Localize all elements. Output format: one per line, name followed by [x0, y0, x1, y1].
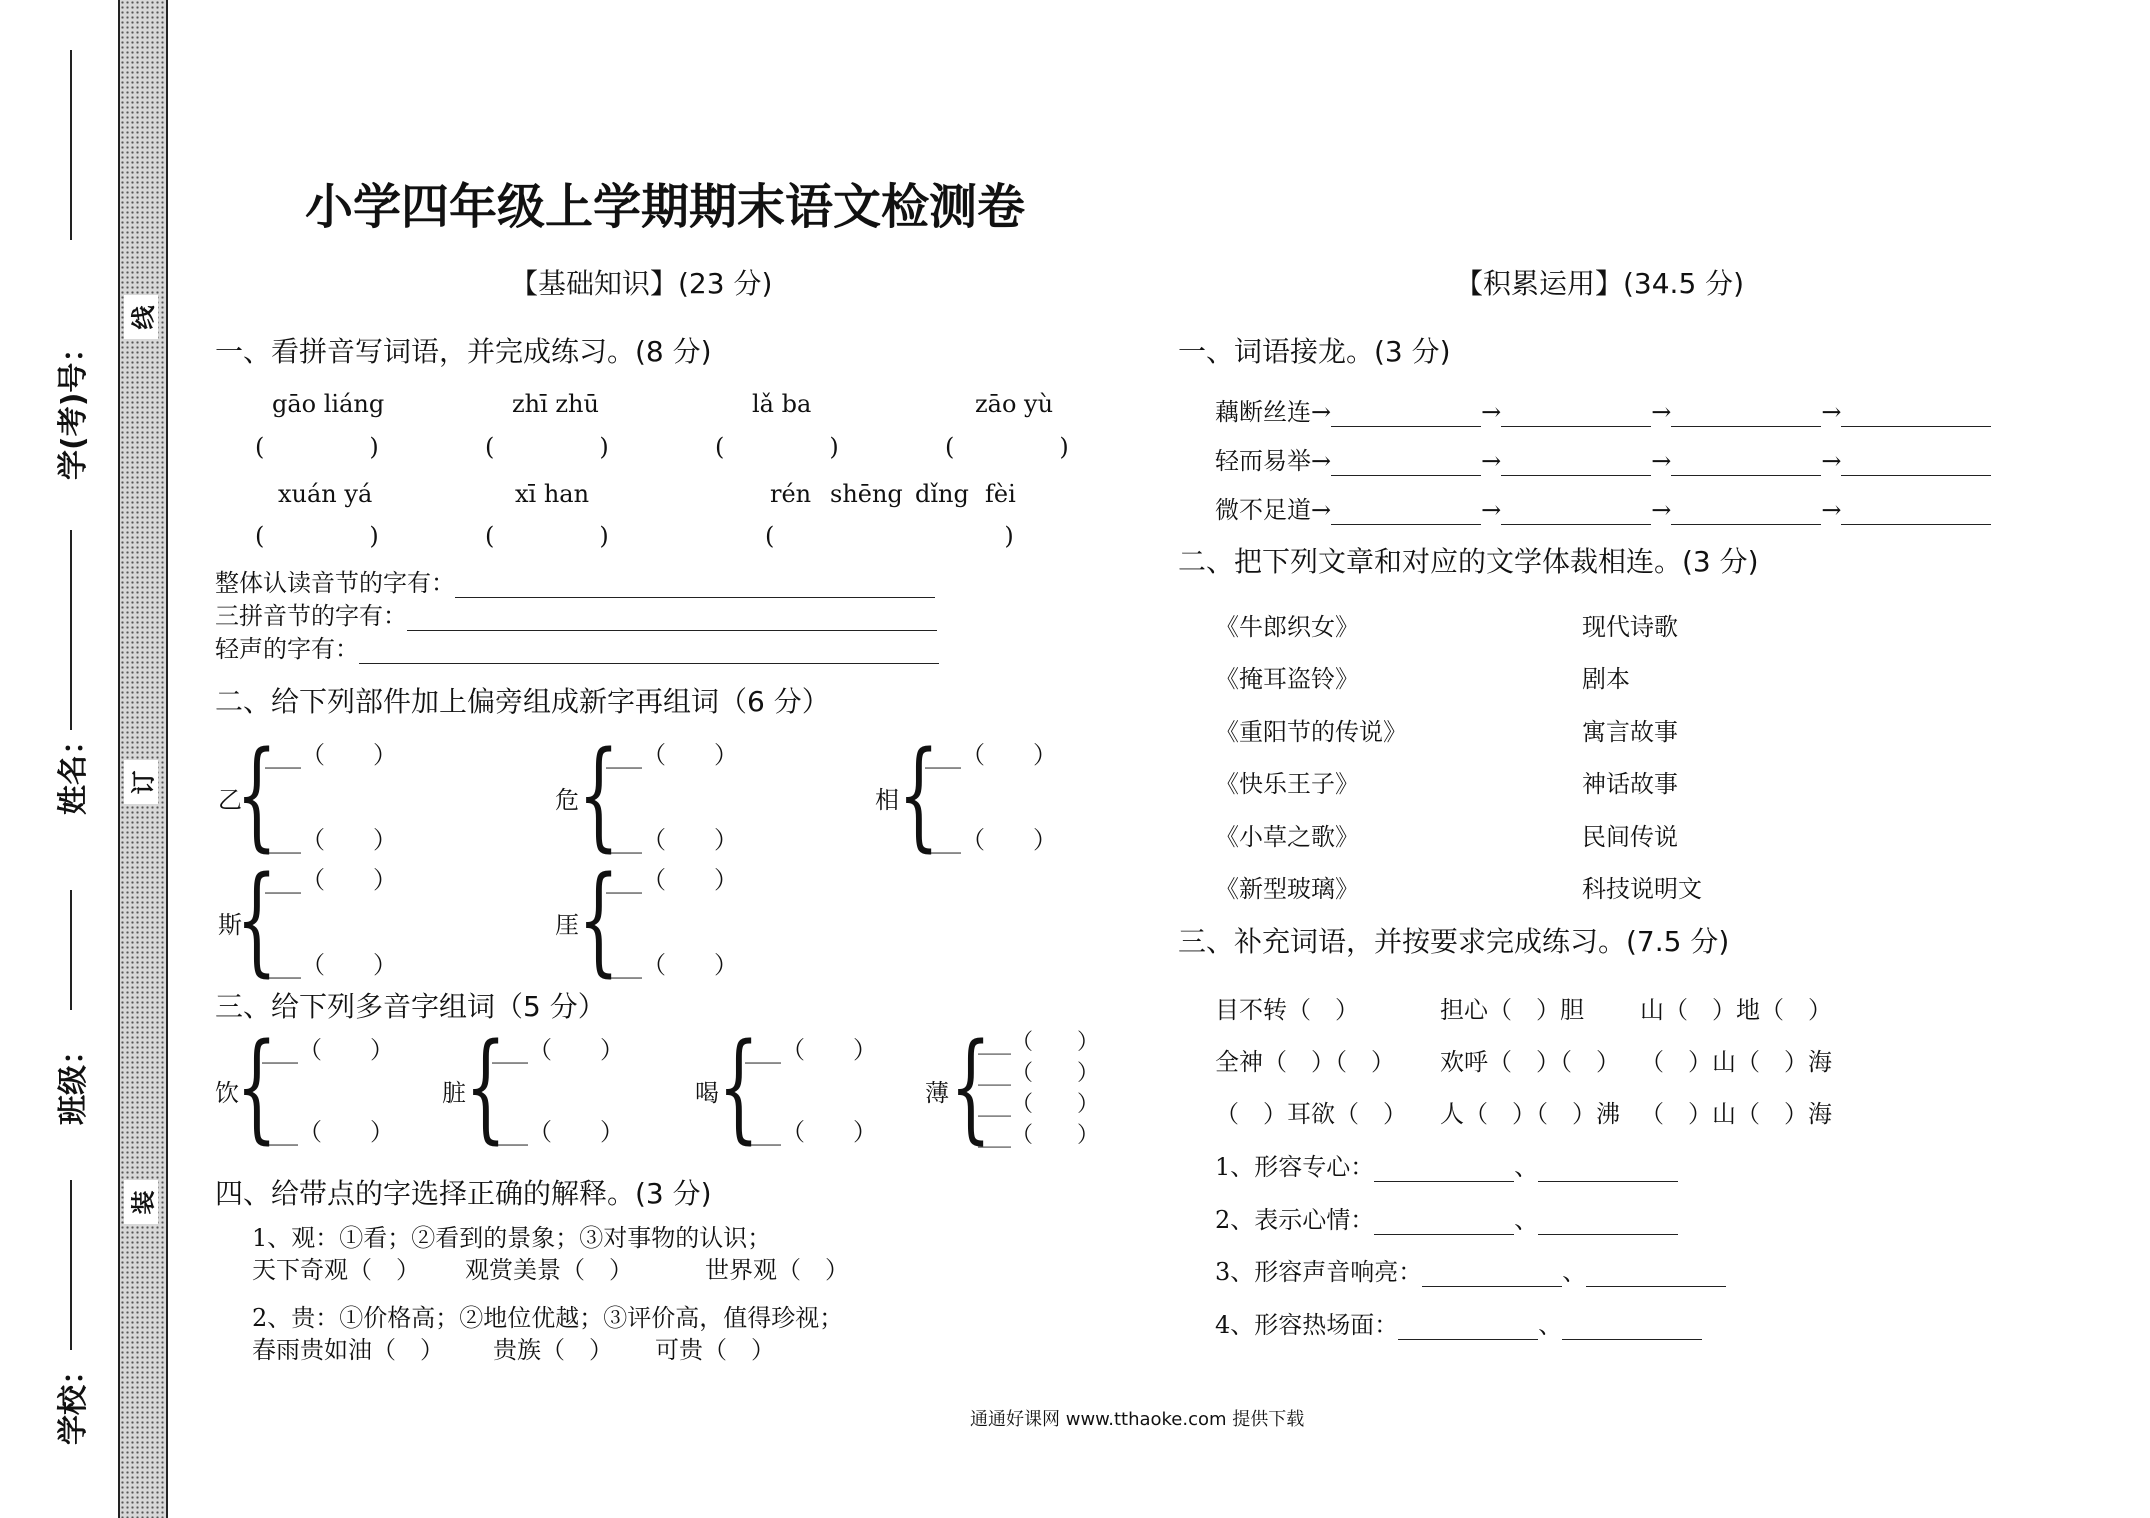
binding-strip: [118, 0, 168, 1518]
r-q3-title: 三、补充词语，并按要求完成练习。(7.5 分): [1178, 925, 1730, 958]
binding-line-2: [70, 530, 72, 730]
blank-pair[interactable]: ___（ ）: [265, 866, 397, 894]
q3-title: 三、给下列多音字组词（5 分）: [215, 990, 606, 1023]
pinyin-10: fèi: [985, 480, 1016, 508]
r-q2-title: 二、把下列文章和对应的文学体裁相连。(3 分): [1178, 545, 1759, 578]
genre-1[interactable]: 现代诗歌: [1582, 613, 1678, 641]
component-char: 危: [555, 786, 579, 814]
blank-pair[interactable]: ___（ ）: [262, 1118, 394, 1146]
strip-label-ding: 订: [124, 760, 158, 804]
q4-item2-c[interactable]: 可贵（ ）: [655, 1336, 775, 1364]
genre-5[interactable]: 民间传说: [1582, 823, 1678, 851]
fill-line-3[interactable]: 轻声的字有：: [215, 629, 939, 664]
blank-pair[interactable]: ___（ ）: [978, 1123, 1100, 1148]
pinyin-8: shēng: [830, 480, 903, 508]
answer-paren[interactable]: ( ): [945, 433, 1069, 461]
pinyin-1: gāo liáng: [272, 390, 385, 418]
brace-icon: {: [950, 1017, 992, 1155]
q4-item1-def: 1、观：①看；②看到的景象；③对事物的认识；: [252, 1224, 772, 1252]
genre-3[interactable]: 寓言故事: [1582, 718, 1678, 746]
brace-icon: {: [236, 725, 278, 863]
pinyin-9: dǐng: [915, 480, 969, 508]
idiom-r3-b[interactable]: 人（ ）（ ）沸: [1440, 1100, 1620, 1128]
idiom-r2-b[interactable]: 欢呼（ ）（ ）: [1440, 1048, 1620, 1076]
blank-pair[interactable]: ___（ ）: [492, 1036, 624, 1064]
q4-item1-b[interactable]: 观赏美景（ ）: [465, 1256, 633, 1284]
idiom-r2-a[interactable]: 全神（ ）（ ）: [1215, 1048, 1395, 1076]
idiom-r1-a[interactable]: 目不转（ ）: [1215, 996, 1359, 1024]
chain-row-2[interactable]: 轻而易举→ → → →: [1215, 441, 1991, 476]
pinyin-3: lǎ ba: [752, 390, 812, 418]
q4-item1-c[interactable]: 世界观（ ）: [705, 1256, 849, 1284]
class-label: 班级：: [56, 1035, 91, 1125]
article-5[interactable]: 《小草之歌》: [1215, 823, 1359, 851]
component-char: 斯: [218, 911, 242, 939]
blank-pair[interactable]: ___（ ）: [606, 951, 738, 979]
left-heading: 【基础知识】(23 分): [510, 267, 773, 300]
article-4[interactable]: 《快乐王子》: [1215, 770, 1359, 798]
article-6[interactable]: 《新型玻璃》: [1215, 875, 1359, 903]
idiom-r1-c[interactable]: 山（ ）地（ ）: [1640, 996, 1832, 1024]
brace-icon: {: [578, 850, 620, 988]
practice-4[interactable]: 4、形容热场面： 、: [1215, 1305, 1702, 1340]
blank-pair[interactable]: ___（ ）: [606, 866, 738, 894]
component-char: 乙: [218, 786, 242, 814]
polyphone-char: 喝: [695, 1079, 719, 1107]
pinyin-5: xuán yá: [278, 480, 373, 508]
component-char: 相: [875, 786, 899, 814]
answer-paren[interactable]: ( ): [485, 433, 609, 461]
brace-icon: {: [578, 725, 620, 863]
fill-line-1[interactable]: 整体认读音节的字有：: [215, 563, 935, 598]
pinyin-2: zhī zhū: [512, 390, 599, 418]
r-q1-title: 一、词语接龙。(3 分): [1178, 335, 1451, 368]
brace-icon: {: [236, 850, 278, 988]
brace-icon: {: [718, 1017, 760, 1155]
genre-6[interactable]: 科技说明文: [1582, 875, 1702, 903]
blank-pair[interactable]: ___（ ）: [925, 741, 1057, 769]
polyphone-char: 脏: [442, 1079, 466, 1107]
idiom-r3-c[interactable]: （ ）山（ ）海: [1640, 1100, 1832, 1128]
polyphone-char: 薄: [925, 1079, 949, 1107]
answer-paren[interactable]: ( ): [255, 522, 379, 550]
binding-line-top: [70, 50, 72, 240]
brace-icon: {: [898, 725, 940, 863]
strip-label-zhuang: 装: [124, 1180, 158, 1224]
q4-item1-a[interactable]: 天下奇观（ ）: [252, 1256, 420, 1284]
binding-line-4: [70, 1180, 72, 1350]
answer-paren[interactable]: ( ): [255, 433, 379, 461]
blank-pair[interactable]: ___（ ）: [978, 1030, 1100, 1055]
pinyin-4: zāo yù: [975, 390, 1054, 418]
blank-pair[interactable]: ___（ ）: [745, 1118, 877, 1146]
genre-4[interactable]: 神话故事: [1582, 770, 1678, 798]
blank-pair[interactable]: ___（ ）: [978, 1092, 1100, 1117]
blank-pair[interactable]: ___（ ）: [925, 826, 1057, 854]
q4-item2-a[interactable]: 春雨贵如油（ ）: [252, 1336, 444, 1364]
name-label: 姓名：: [56, 725, 91, 815]
answer-paren-long[interactable]: ( ): [765, 522, 1014, 550]
school-label: 学校：: [56, 1355, 91, 1445]
practice-2[interactable]: 2、表示心情： 、: [1215, 1200, 1678, 1235]
blank-pair[interactable]: ___（ ）: [265, 741, 397, 769]
right-heading: 【积累运用】(34.5 分): [1455, 267, 1745, 300]
blank-pair[interactable]: ___（ ）: [606, 741, 738, 769]
article-2[interactable]: 《掩耳盗铃》: [1215, 665, 1359, 693]
article-3[interactable]: 《重阳节的传说》: [1215, 718, 1407, 746]
polyphone-char: 饮: [215, 1079, 239, 1107]
pinyin-7: rén: [770, 480, 812, 508]
q4-item2-b[interactable]: 贵族（ ）: [493, 1336, 613, 1364]
page-title: 小学四年级上学期期末语文检测卷: [305, 179, 1026, 235]
chain-row-1[interactable]: 藕断丝连→ → → →: [1215, 392, 1991, 427]
binding-line-3: [70, 890, 72, 1010]
blank-pair[interactable]: ___（ ）: [265, 826, 397, 854]
component-char: 厓: [555, 911, 579, 939]
article-1[interactable]: 《牛郎织女》: [1215, 613, 1359, 641]
q4-item2-def: 2、贵：①价格高；②地位优越；③评价高，值得珍视；: [252, 1304, 844, 1332]
brace-icon: {: [465, 1017, 507, 1155]
q1-title: 一、看拼音写词语，并完成练习。(8 分): [215, 335, 712, 368]
strip-label-xian: 线: [124, 295, 158, 339]
fill-line-2[interactable]: 三拼音节的字有：: [215, 596, 937, 631]
q2-title: 二、给下列部件加上偏旁组成新字再组词（6 分）: [215, 685, 830, 718]
brace-icon: {: [236, 1017, 278, 1155]
pinyin-6: xī han: [515, 480, 590, 508]
answer-paren[interactable]: ( ): [485, 522, 609, 550]
practice-1[interactable]: 1、形容专心： 、: [1215, 1147, 1678, 1182]
footer-source: 通通好课网 www.tthaoke.com 提供下载: [970, 1409, 1305, 1430]
practice-3[interactable]: 3、形容声音响亮： 、: [1215, 1252, 1726, 1287]
blank-pair[interactable]: ___（ ）: [262, 1036, 394, 1064]
answer-paren[interactable]: ( ): [715, 433, 839, 461]
chain-row-3[interactable]: 微不足道→ → → →: [1215, 490, 1991, 525]
blank-pair[interactable]: ___（ ）: [492, 1118, 624, 1146]
blank-pair[interactable]: ___（ ）: [606, 826, 738, 854]
idiom-r1-b[interactable]: 担心（ ）胆: [1440, 996, 1584, 1024]
idiom-r2-c[interactable]: （ ）山（ ）海: [1640, 1048, 1832, 1076]
q4-title: 四、给带点的字选择正确的解释。(3 分): [215, 1177, 712, 1210]
idiom-r3-a[interactable]: （ ）耳欲（ ）: [1215, 1100, 1407, 1128]
id-label: 学(考)号：: [56, 332, 91, 480]
blank-pair[interactable]: ___（ ）: [265, 951, 397, 979]
blank-pair[interactable]: ___（ ）: [978, 1061, 1100, 1086]
genre-2[interactable]: 剧本: [1582, 665, 1630, 693]
blank-pair[interactable]: ___（ ）: [745, 1036, 877, 1064]
